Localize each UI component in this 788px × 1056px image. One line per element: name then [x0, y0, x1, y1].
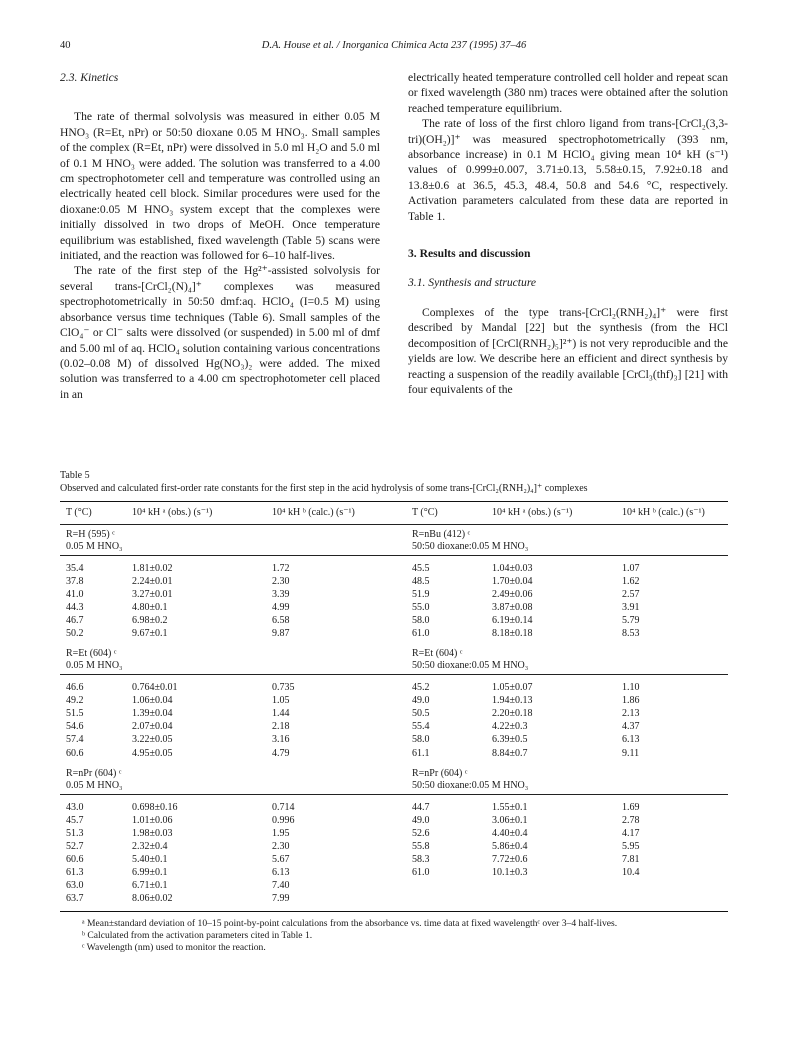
cell-temp-right: 51.9	[412, 589, 430, 601]
table-5	[60, 469, 728, 955]
group-left-medium: 0.05 M HNO₃	[66, 779, 123, 791]
table-row	[60, 827, 728, 840]
table-row	[60, 601, 728, 614]
cell-kobs-right: 2.20±0.18	[492, 708, 533, 720]
group-right-label	[412, 768, 528, 792]
cell-kcalc-left: 4.79	[272, 747, 290, 759]
cell-kobs-right: 10.1±0.3	[492, 866, 528, 878]
group-right-title: R=Et (604) ᶜ	[412, 648, 463, 660]
header-kobs-left: 10⁴ kH ᵃ (obs.) (s⁻¹)	[132, 507, 213, 518]
cell-kcalc-right: 4.17	[622, 827, 640, 839]
section-heading-kinetics: 2.3. Kinetics	[60, 71, 119, 84]
cell-kcalc-left: 2.30	[272, 576, 290, 588]
table-row	[60, 562, 728, 575]
cell-kcalc-left: 1.44	[272, 708, 290, 720]
header-kobs-right: 10⁴ kH ᵃ (obs.) (s⁻¹)	[492, 507, 573, 518]
cell-kobs-left: 4.80±0.1	[132, 602, 168, 614]
header-kcalc-left: 10⁴ kH ᵇ (calc.) (s⁻¹)	[272, 507, 355, 518]
cell-temp-right: 50.5	[412, 708, 430, 720]
cell-temp-right: 61.0	[412, 866, 430, 878]
cell-temp-right: 45.5	[412, 563, 430, 574]
table-row	[60, 681, 728, 694]
table-row	[60, 614, 728, 627]
running-head	[60, 40, 728, 54]
cell-kcalc-left: 4.99	[272, 602, 290, 614]
cell-kobs-left: 9.67±0.1	[132, 628, 168, 640]
cell-temp-right: 58.3	[412, 853, 430, 865]
table-group-header	[60, 764, 728, 794]
cell-temp-right: 61.1	[412, 747, 430, 759]
table-row	[60, 588, 728, 601]
cell-kcalc-left: 6.13	[272, 866, 290, 878]
cell-temp-left: 57.4	[66, 734, 84, 746]
table-row	[60, 733, 728, 746]
table-row	[60, 707, 728, 720]
cell-kobs-left: 1.01±0.06	[132, 814, 173, 826]
cell-kcalc-right: 3.91	[622, 602, 640, 614]
cell-kcalc-right: 2.13	[622, 708, 640, 720]
cell-kobs-right: 1.70±0.04	[492, 576, 533, 588]
group-right-medium: 50:50 dioxane:0.05 M HNO₃	[412, 541, 529, 552]
cell-kobs-right: 6.19±0.14	[492, 615, 533, 627]
cell-kcalc-left: 7.99	[272, 892, 290, 904]
cell-kcalc-right: 4.37	[622, 721, 640, 733]
cell-temp-left: 60.6	[66, 853, 84, 865]
cell-temp-right: 48.5	[412, 576, 430, 588]
cell-kcalc-right: 1.07	[622, 563, 640, 574]
cell-temp-left: 41.0	[66, 589, 84, 601]
right-column	[408, 70, 728, 397]
cell-kcalc-left: 3.16	[272, 734, 290, 746]
cell-kcalc-left: 1.95	[272, 827, 290, 839]
cell-temp-left: 37.8	[66, 576, 84, 588]
header-temp-right: T (°C)	[412, 507, 438, 518]
cell-temp-right: 58.0	[412, 734, 430, 746]
cell-kobs-left: 0.698±0.16	[132, 801, 178, 813]
cell-kcalc-left: 0.714	[272, 801, 295, 813]
cell-temp-left: 35.4	[66, 563, 84, 574]
cell-temp-left: 63.0	[66, 879, 84, 891]
cell-temp-right: 49.0	[412, 695, 430, 707]
table-group-header	[60, 644, 728, 674]
cell-kcalc-right: 9.11	[622, 747, 640, 759]
table-group-data	[60, 675, 728, 763]
cell-temp-left: 63.7	[66, 892, 84, 904]
cell-kobs-left: 5.40±0.1	[132, 853, 168, 865]
table-row	[60, 747, 728, 760]
cell-kobs-left: 3.27±0.01	[132, 589, 173, 601]
group-left-label	[66, 648, 123, 672]
cell-kcalc-right: 5.95	[622, 840, 640, 852]
cell-kobs-right: 8.18±0.18	[492, 628, 533, 640]
cell-kobs-left: 6.99±0.1	[132, 866, 168, 878]
cell-temp-right: 61.0	[412, 628, 430, 640]
cell-kobs-left: 2.32±0.4	[132, 840, 168, 852]
cell-temp-left: 50.2	[66, 628, 84, 640]
table-header-row	[60, 502, 728, 524]
cell-kcalc-right: 1.86	[622, 695, 640, 707]
table-row	[60, 866, 728, 879]
cell-kcalc-left: 7.40	[272, 879, 290, 891]
cell-temp-right: 44.7	[412, 801, 430, 813]
cell-kobs-right: 1.94±0.13	[492, 695, 533, 707]
cell-temp-right: 55.0	[412, 602, 430, 614]
table-row	[60, 694, 728, 707]
cell-kcalc-left: 1.05	[272, 695, 290, 707]
cell-kobs-left: 1.39±0.04	[132, 708, 173, 720]
cell-temp-left: 43.0	[66, 801, 84, 813]
group-left-title: R=Et (604) ᶜ	[66, 648, 117, 660]
group-left-label	[66, 529, 123, 553]
cell-kobs-left: 1.98±0.03	[132, 827, 173, 839]
table-group-header	[60, 525, 728, 555]
table-footnotes	[60, 918, 728, 955]
group-right-label	[412, 529, 528, 553]
cell-kcalc-right: 5.79	[622, 615, 640, 627]
cell-temp-left: 44.3	[66, 602, 84, 614]
table-caption: Observed and calculated first-order rate constants for the first step in the acid hydrolysis of some trans-[CrCl₂(RNH₂)₄]⁺ complexes	[60, 483, 588, 494]
cell-kcalc-left: 5.67	[272, 853, 290, 865]
table-row	[60, 853, 728, 866]
cell-temp-left: 51.5	[66, 708, 84, 720]
table-group-data	[60, 795, 728, 909]
cell-kobs-right: 6.39±0.5	[492, 734, 528, 746]
cell-kcalc-left: 1.72	[272, 563, 290, 574]
table-row	[60, 840, 728, 853]
cell-temp-right: 52.6	[412, 827, 430, 839]
cell-kcalc-right: 8.53	[622, 628, 640, 640]
group-left-title: R=H (595) ᶜ	[66, 529, 115, 540]
cell-kcalc-right: 6.13	[622, 734, 640, 746]
cell-kcalc-left: 2.18	[272, 721, 290, 733]
group-right-label	[412, 648, 528, 672]
cell-kobs-right: 3.87±0.08	[492, 602, 533, 614]
cell-kobs-left: 1.06±0.04	[132, 695, 173, 707]
cell-temp-right: 45.2	[412, 682, 430, 694]
table-row	[60, 814, 728, 827]
cell-kobs-left: 8.06±0.02	[132, 892, 173, 904]
cell-temp-left: 54.6	[66, 721, 84, 733]
cell-kobs-left: 0.764±0.01	[132, 682, 178, 694]
cell-kobs-left: 1.81±0.02	[132, 563, 173, 574]
paragraph-thermal-solvolysis: The rate of thermal solvolysis was measured in either 0.05 M HNO₃ (R=Et, nPr) or 50:50 dioxane 0.05 M HNO₃. Small samples of the complex (R=Et, nPr) were dissolved in 5.0 ml H₂O and 5.0 ml of 0.1 M HNO₃ were added. The solution was transferred to a 4.00 cm spectrophotometer cell and temperature was controlled using an electrically heated cell block. Similar procedures were used for the dioxane:0.05 M HNO₃ system except that the complexes were initially dissolved in two drops of MeOH. Once temperature equilibrium was established, fixed wavelength (Table 5) scans were initiated, and the reaction was followed for 6–10 half-lives.	[60, 110, 380, 263]
group-right-title: R=nPr (604) ᶜ	[412, 767, 468, 779]
header-temp-left: T (°C)	[66, 507, 92, 518]
cell-kcalc-right: 1.62	[622, 576, 640, 588]
cell-kobs-right: 8.84±0.7	[492, 747, 528, 759]
paragraph-first-chloro-loss: The rate of loss of the first chloro ligand from trans-[CrCl₂(3,3-tri)(OH₂)]⁺ was measured spectrophotometrically (393 nm, absorbance increase) in 0.1 M HClO₄ giving mean 10⁴ kH (s⁻¹) values of 0.999±0.007, 3.71±0.13, 5.58±0.15, 7.92±0.18 and 13.8±0.6 at 36.5, 45.3, 48.4, 50.8 and 54.6 °C, respectively. Activation parameters calculated from these data are reported in Table 1.	[408, 117, 728, 223]
table-row	[60, 627, 728, 640]
cell-temp-right: 55.8	[412, 840, 430, 852]
footnote-b: ᵇ Calculated from the activation parameters cited in Table 1.	[82, 930, 313, 942]
table-body	[60, 525, 728, 909]
footnote-c: ᶜ Wavelength (nm) used to monitor the reaction.	[82, 942, 266, 954]
footnote-a: ᵃ Mean±standard deviation of 10–15 point-by-point calculations from the absorbance vs. time data at fixed wavelengthᶜ over 3–4 half-lives.	[82, 917, 618, 929]
journal-reference: D.A. House et al. / Inorganica Chimica Acta 237 (1995) 37–46	[261, 40, 527, 51]
table-row	[60, 879, 728, 892]
group-left-label	[66, 768, 123, 792]
cell-kcalc-left: 3.39	[272, 589, 290, 601]
cell-kcalc-right: 1.10	[622, 682, 640, 694]
cell-temp-left: 45.7	[66, 814, 84, 826]
header-kcalc-right: 10⁴ kH ᵇ (calc.) (s⁻¹)	[622, 507, 705, 518]
cell-kobs-left: 6.71±0.1	[132, 879, 168, 891]
subsection-heading-synthesis: 3.1. Synthesis and structure	[408, 276, 537, 290]
cell-kobs-right: 4.22±0.3	[492, 721, 528, 733]
table-group-data	[60, 556, 728, 644]
table-label: Table 5	[60, 470, 90, 481]
cell-kcalc-left: 9.87	[272, 628, 290, 640]
cell-kobs-right: 5.86±0.4	[492, 840, 528, 852]
group-right-medium: 50:50 dioxane:0.05 M HNO₃	[412, 779, 529, 791]
cell-kobs-right: 1.05±0.07	[492, 682, 533, 694]
cell-temp-right: 49.0	[412, 814, 430, 826]
cell-kcalc-left: 0.996	[272, 814, 295, 826]
cell-kcalc-left: 6.58	[272, 615, 290, 627]
table-row	[60, 720, 728, 733]
group-right-medium: 50:50 dioxane:0.05 M HNO₃	[412, 660, 529, 672]
cell-kobs-right: 3.06±0.1	[492, 814, 528, 826]
paragraph-hg-assisted-solvolysis: The rate of the first step of the Hg²⁺-assisted solvolysis for several trans-[CrCl₂(N)₄]⁺ complexes was measured spectrophotometrically in 50:50 dmf:aq. HClO₄ (I=0.5 M) using absorbance versus time techniques (Table 6). Small samples of the ClO₄⁻ or Cl⁻ salts were dissolved (or suspended) in 5.00 ml of dmf and 5.00 ml of aq. HClO₄ solution containing various concentrations (0.02–0.08 M) of dissolved Hg(NO₃)₂ were added. The mixed solution was transferred to a 4.00 cm spectrophotometer cell placed in an	[60, 264, 380, 401]
cell-kobs-left: 4.95±0.05	[132, 747, 173, 759]
cell-temp-right: 55.4	[412, 721, 430, 733]
cell-kobs-left: 6.98±0.2	[132, 615, 168, 627]
left-column	[60, 70, 380, 402]
cell-kcalc-left: 0.735	[272, 682, 295, 694]
paragraph-continued: electrically heated temperature controlled cell holder and repeat scan or fixed wavelength (380 nm) traces were obtained after the solution reached temperature equilibrium.	[408, 71, 728, 115]
paragraph-synthesis: Complexes of the type trans-[CrCl₂(RNH₂)₄]⁺ were first described by Mandal [22] but the synthesis (from the HCl decomposition of [CrCl(RNH₂)₅]²⁺) is not very reproducible and the yields are low. We describe here an efficient and direct synthesis by reacting a suspension of the readily available [CrCl₃(thf)₃] [21] with four equivalents of the	[408, 305, 728, 396]
cell-temp-left: 46.7	[66, 615, 84, 627]
group-left-medium: 0.05 M HNO₃	[66, 541, 123, 552]
cell-kobs-right: 7.72±0.6	[492, 853, 528, 865]
cell-kcalc-right: 1.69	[622, 801, 640, 813]
cell-kobs-left: 2.24±0.01	[132, 576, 173, 588]
cell-kobs-right: 1.04±0.03	[492, 563, 533, 574]
cell-kobs-right: 2.49±0.06	[492, 589, 533, 601]
page-number: 40	[60, 40, 71, 51]
cell-temp-left: 52.7	[66, 840, 84, 852]
cell-temp-left: 51.3	[66, 827, 84, 839]
cell-kcalc-right: 2.78	[622, 814, 640, 826]
cell-temp-left: 46.6	[66, 682, 84, 694]
cell-kcalc-right: 2.57	[622, 589, 640, 601]
cell-temp-left: 61.3	[66, 866, 84, 878]
group-left-medium: 0.05 M HNO₃	[66, 660, 123, 672]
cell-temp-left: 49.2	[66, 695, 84, 707]
group-right-title: R=nBu (412) ᶜ	[412, 529, 471, 540]
cell-kobs-right: 4.40±0.4	[492, 827, 528, 839]
cell-kobs-left: 3.22±0.05	[132, 734, 173, 746]
group-left-title: R=nPr (604) ᶜ	[66, 767, 122, 779]
cell-temp-right: 58.0	[412, 615, 430, 627]
cell-kobs-right: 1.55±0.1	[492, 801, 528, 813]
table-row	[60, 575, 728, 588]
cell-temp-left: 60.6	[66, 747, 84, 759]
table-row	[60, 801, 728, 814]
section-title-results: 3. Results and discussion	[408, 247, 531, 261]
cell-kcalc-right: 7.81	[622, 853, 640, 865]
cell-kobs-left: 2.07±0.04	[132, 721, 173, 733]
cell-kcalc-right: 10.4	[622, 866, 640, 878]
cell-kcalc-left: 2.30	[272, 840, 290, 852]
table-row	[60, 892, 728, 905]
